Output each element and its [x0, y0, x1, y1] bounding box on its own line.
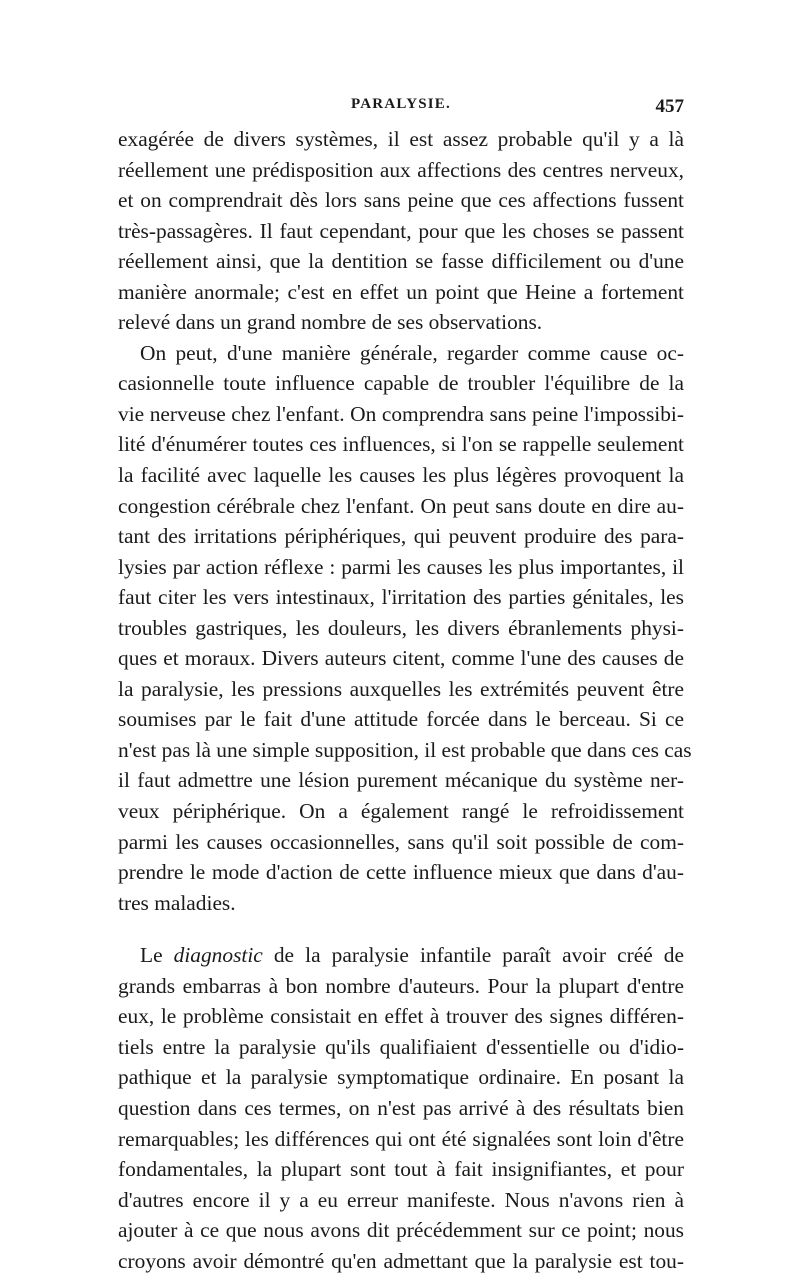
text-line: question dans ces termes, on n'est pas arrivé à des résultats bien: [118, 1095, 684, 1120]
text-line: faut citer les vers intestinaux, l'irritation des parties génitales, les: [118, 585, 684, 610]
text-line: n'est pas là une simple supposition, il est probable que dans ces cas: [118, 737, 692, 762]
text-line: tant des irritations périphériques, qui peuvent produire des para-: [118, 524, 684, 549]
text-line: très-passagères. Il faut cependant, pour que les choses se passent: [118, 218, 684, 243]
text-run: Le: [140, 943, 174, 968]
text-line: réellement ainsi, que la dentition se fasse difficilement ou d'une: [118, 249, 684, 274]
text-line: prendre le mode d'action de cette influence mieux que dans d'au-: [118, 860, 684, 885]
text-line: lysies par action réflexe : parmi les causes les plus importantes, il: [118, 554, 684, 579]
text-line: d'autres encore il y a eu erreur manifeste. Nous n'avons rien à: [118, 1187, 684, 1212]
text-line: réellement une prédisposition aux affections des centres nerveux,: [118, 157, 684, 182]
page-header: [118, 96, 684, 124]
text-line: il faut admettre une lésion purement mécanique du système ner-: [118, 768, 684, 793]
text-line: soumises par le fait d'une attitude forcée dans le berceau. Si ce: [118, 707, 684, 732]
paragraph-2: [118, 338, 692, 918]
text-line: ques et moraux. Divers auteurs citent, comme l'une des causes de: [118, 646, 684, 671]
text-line: la paralysie, les pressions auxquelles les extrémités peuvent être: [118, 676, 684, 701]
text-line: congestion cérébrale chez l'enfant. On peut sans doute en dire au-: [118, 493, 684, 518]
text-line: troubles gastriques, les douleurs, les divers ébranlements physi-: [118, 615, 684, 640]
text-line: eux, le problème consistait en effet à trouver des signes différen-: [118, 1004, 684, 1029]
paragraph-gap: [118, 918, 684, 940]
text-line: manière anormale; c'est en effet un point que Heine a fortement: [118, 279, 684, 304]
text-line: parmi les causes occasionnelles, sans qu'il soit possible de com-: [118, 829, 684, 854]
text-line: veux périphérique. On a également rangé le refroidissement: [118, 799, 684, 824]
paragraph-3: [118, 940, 684, 1276]
running-head: PARALYSIE.: [351, 96, 451, 112]
text-line: pathique et la paralysie symptomatique ordinaire. En posant la: [118, 1065, 684, 1090]
text-line: vie nerveuse chez l'enfant. On comprendra sans peine l'impossibi-: [118, 401, 684, 426]
text-line: relevé dans un grand nombre de ses observations.: [118, 310, 543, 335]
text-line: casionnelle toute influence capable de troubler l'équilibre de la: [118, 371, 684, 396]
text-line: [118, 940, 684, 971]
body-text: [118, 124, 692, 1276]
diagnostic-emphasis: diagnostic: [173, 943, 263, 968]
page-number: 457: [655, 96, 684, 117]
text-line: lité d'énumérer toutes ces influences, si l'on se rappelle seulement: [118, 432, 684, 457]
text-line: grands embarras à bon nombre d'auteurs. Pour la plupart d'entre: [118, 973, 684, 998]
text-line: la facilité avec laquelle les causes les plus légères provoquent la: [118, 463, 684, 488]
text-line: On peut, d'une manière générale, regarder comme cause oc-: [140, 340, 684, 365]
text-line: tiels entre la paralysie qu'ils qualifiaient d'essentielle ou d'idio-: [118, 1034, 684, 1059]
text-line: fondamentales, la plupart sont tout à fait insignifiantes, et pour: [118, 1157, 684, 1182]
text-line: remarquables; les différences qui ont été signalées sont loin d'être: [118, 1126, 684, 1151]
text-line: ajouter à ce que nous avons dit précédemment sur ce point; nous: [118, 1218, 684, 1243]
text-line: exagérée de divers systèmes, il est assez probable qu'il y a là: [118, 127, 684, 151]
text-line: tres maladies.: [118, 890, 236, 915]
paragraph-1: [118, 124, 684, 338]
text-line: croyons avoir démontré qu'en admettant que la paralysie est tou-: [118, 1248, 684, 1273]
text-line: et on comprendrait dès lors sans peine que ces affections fussent: [118, 188, 684, 213]
text-run: de la paralysie infantile paraît avoir créé de: [262, 943, 684, 968]
